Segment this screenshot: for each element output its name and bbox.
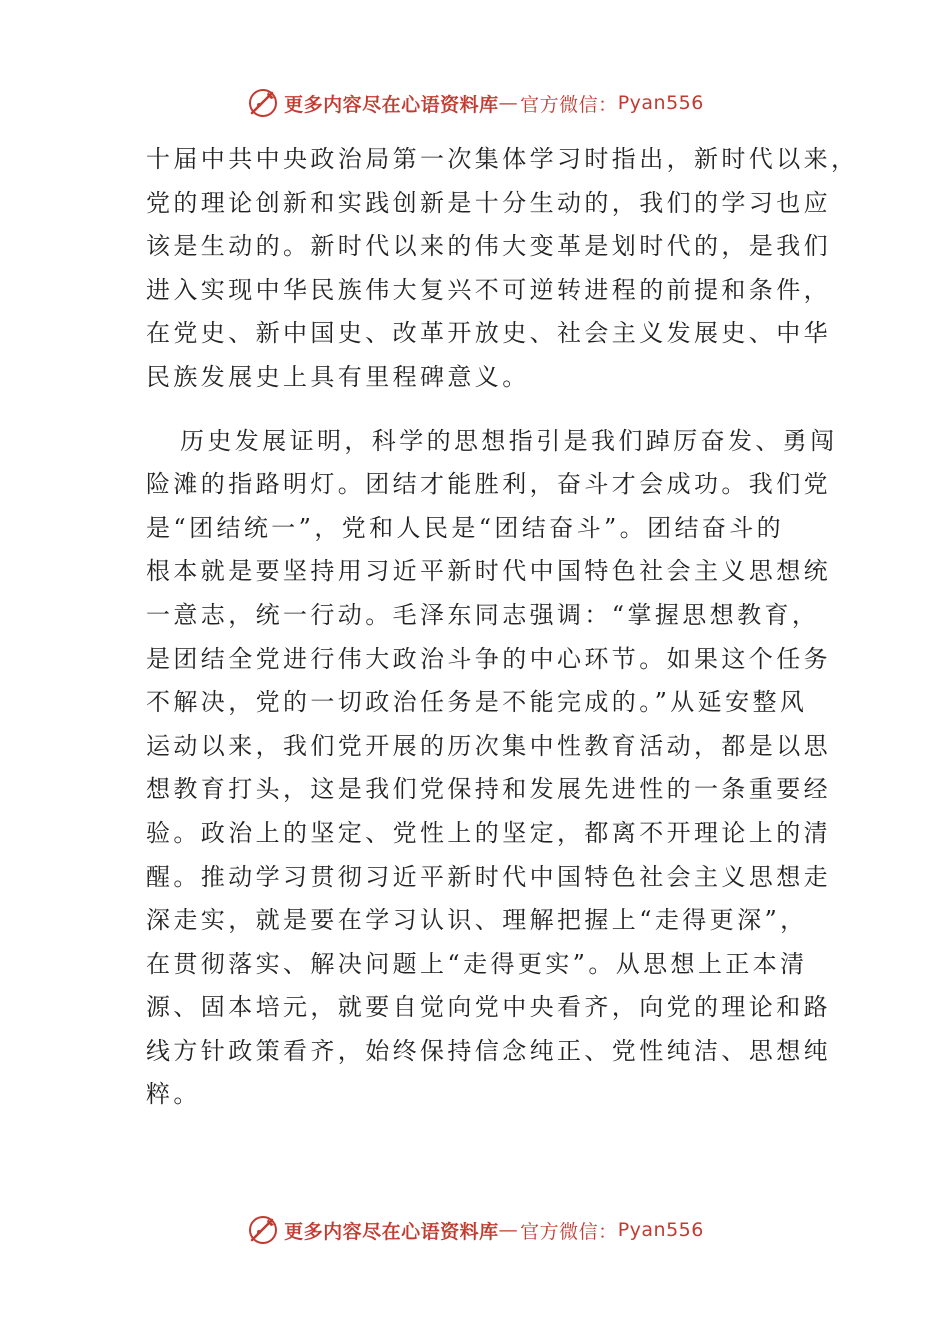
paragraph-line: 党的理论创新和实践创新是十分生动的，我们的学习也应 bbox=[146, 188, 831, 217]
paragraph-line: 想教育打头，这是我们党保持和发展先进性的一条重要经 bbox=[146, 775, 831, 804]
paragraph-line: 一意志，统一行动。毛泽东同志强调：“掌握思想教育， bbox=[146, 600, 820, 629]
banner-dash: — bbox=[498, 92, 519, 114]
paragraph-line: 历史发展证明，科学的思想指引是我们踔厉奋发、勇闯 bbox=[180, 426, 838, 455]
paragraph-line: 醒。推动学习贯彻习近平新时代中国特色社会主义思想走 bbox=[146, 862, 831, 891]
paragraph-line: 险滩的指路明灯。团结才能胜利，奋斗才会成功。我们党 bbox=[146, 470, 831, 499]
banner-wechat-id: Pyan556 bbox=[617, 1219, 704, 1241]
paragraph-1 bbox=[146, 138, 859, 400]
paragraph-line: 深走实，就是要在学习认识、理解把握上“走得更深”， bbox=[146, 906, 808, 935]
pen-circle-logo-icon bbox=[246, 1213, 280, 1247]
footer-banner bbox=[0, 1210, 950, 1250]
header-banner bbox=[0, 83, 950, 123]
paragraph-line: 在贯彻落实、解决问题上“走得更实”。从思想上正本清 bbox=[146, 949, 808, 978]
paragraph-line: 在党史、新中国史、改革开放史、社会主义发展史、中华 bbox=[146, 319, 831, 348]
paragraph-line: 运动以来，我们党开展的历次集中性教育活动，都是以思 bbox=[146, 731, 831, 760]
paragraph-2 bbox=[146, 420, 838, 1118]
pen-circle-logo-icon bbox=[246, 86, 280, 120]
banner-official-text: 官方微信： bbox=[520, 1220, 618, 1243]
banner-brand-text: 更多内容尽在心语资料库 bbox=[284, 1220, 499, 1243]
paragraph-line: 根本就是要坚持用习近平新时代中国特色社会主义思想统 bbox=[146, 557, 831, 586]
banner-official-text: 官方微信： bbox=[520, 93, 618, 116]
paragraph-line: 粹。 bbox=[146, 1080, 201, 1109]
paragraph-line: 线方针政策看齐，始终保持信念纯正、党性纯洁、思想纯 bbox=[146, 1036, 831, 1065]
paragraph-line: 验。政治上的坚定、党性上的坚定，都离不开理论上的清 bbox=[146, 818, 831, 847]
paragraph-line: 不解决，党的一切政治任务是不能完成的。”从延安整风 bbox=[146, 688, 808, 717]
paragraph-line: 十届中共中央政治局第一次集体学习时指出，新时代以来， bbox=[146, 145, 859, 173]
banner-brand-text: 更多内容尽在心语资料库 bbox=[284, 93, 499, 116]
paragraph-line: 民族发展史上具有里程碑意义。 bbox=[146, 362, 530, 391]
banner-wechat-id: Pyan556 bbox=[617, 92, 704, 114]
paragraph-line: 进入实现中华民族伟大复兴不可逆转进程的前提和条件， bbox=[146, 275, 831, 304]
paragraph-line: 是“团结统一”，党和人民是“团结奋斗”。团结奋斗的 bbox=[146, 513, 785, 542]
paragraph-line: 源、固本培元，就要自觉向党中央看齐，向党的理论和路 bbox=[146, 993, 831, 1022]
banner-dash: — bbox=[498, 1219, 519, 1241]
paragraph-line: 是团结全党进行伟大政治斗争的中心环节。如果这个任务 bbox=[146, 644, 831, 673]
paragraph-line: 该是生动的。新时代以来的伟大变革是划时代的，是我们 bbox=[146, 232, 831, 261]
document-body bbox=[146, 138, 859, 1137]
